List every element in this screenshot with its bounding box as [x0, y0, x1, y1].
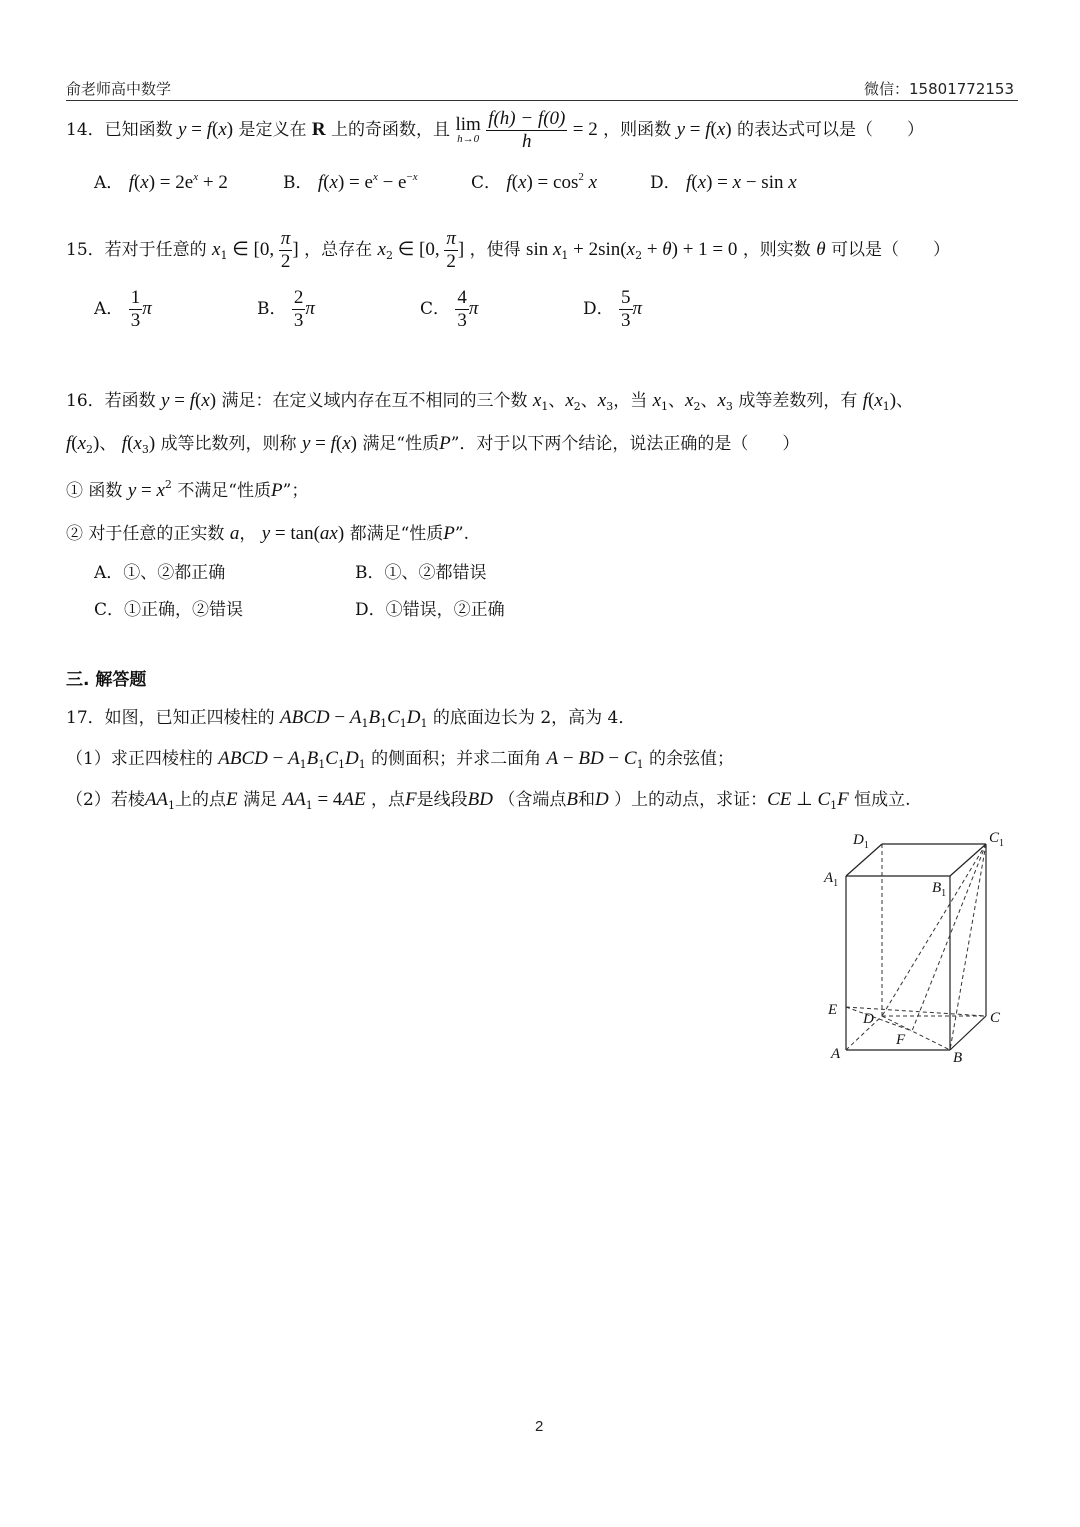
label-F: F [896, 1032, 906, 1048]
header-rule [66, 100, 1018, 101]
label-A1: $A_1$ [824, 870, 839, 889]
prism-figure [815, 822, 1015, 1072]
q15-option-d: D． $\frac{5}{3}$ π [583, 287, 643, 331]
header-left: 俞老师高中数学 [66, 80, 172, 98]
q14-stem: 14．已知函数 y = f(x) 是定义在 R 上的奇函数，且 lim h→0 $\frac{f(h) - f(0)}{h}$ = 2 ，则函数 y = f(x) 的表达式可以是（ ） [66, 108, 924, 152]
q17-line-3: （2）若棱$AA_1$上的点E 满足 $AA_1 = 4AE$ ，点F是线段BD （含端点B和D ）上的动点，求证：CE ⊥ $C_1F$ 恒成立. [66, 789, 911, 812]
q16-claim-2: ② 对于任意的正实数 a， y = tan(ax) 都满足“性质P”. [66, 523, 470, 544]
q15-number: 15．若对于任意的 [66, 239, 207, 260]
label-C1: $C_1$ [989, 830, 1005, 849]
q17-line-2: （1）求正四棱柱的 ABCD − $A_1B_1C_1D_1$ 的侧面积；并求二面角 A − BD − $C_1$ 的余弦值； [66, 748, 734, 771]
label-A: A [831, 1046, 841, 1062]
q15-option-b: B． $\frac{2}{3}$ π [257, 287, 315, 331]
q16-option-d: D．①错误，②正确 [355, 600, 505, 620]
label-B1: $B_1$ [932, 880, 947, 899]
label-D: D [863, 1011, 874, 1027]
q16-claim-1: ① 函数 $y = x^2$ 不满足“性质P”； [66, 478, 309, 501]
q16-option-a: A．①、②都正确 [94, 563, 226, 583]
q15-stem: 15．若对于任意的 $x_1$ ∈ [0, $\frac{\pi}{2}$ ] ，总存在 $x_2$ ∈ [0, $\frac{\pi}{2}$ ] ，使得 $\sin x_1 + 2\sin(x_2 + \theta) + 1 = 0$ ，则实数 θ 可以是（ ） [66, 228, 950, 272]
q14-option-a: A． $f(x) = 2e^x + 2$ [94, 171, 228, 193]
header-right: 微信：15801772153 [864, 80, 1014, 98]
q14-option-c: C． $f(x) = \cos^2 x$ [471, 171, 598, 193]
q16-option-b: B．①、②都错误 [355, 563, 487, 583]
q16-option-c: C．①正确，②错误 [94, 600, 244, 620]
section-title: 三. 解答题 [66, 670, 147, 690]
label-D1: $D_1$ [853, 832, 869, 851]
q15-option-c: C． $\frac{4}{3}$ π [420, 287, 479, 331]
q15-option-a: A． $\frac{1}{3}$ π [94, 287, 152, 331]
q17-line-1: 17．如图，已知正四棱柱的 ABCD − $A_1B_1C_1D_1$ 的底面边长为 2，高为 4． [66, 707, 636, 730]
page-number: 2 [535, 1418, 544, 1435]
label-C: C [990, 1010, 1001, 1026]
q16-line-1: 16．若函数 y = f(x) 满足：在定义域内存在互不相同的三个数 $x_1$、$x_2$、$x_3$，当 $x_1$、$x_2$、$x_3$ 成等差数列，有 $f(x_1)$、 [66, 390, 914, 413]
q14-option-d: D． f(x) = x − sin x [650, 172, 797, 193]
q14-number: 14．已知函数 [66, 119, 173, 140]
label-B: B [953, 1050, 963, 1066]
q14-option-b: B． $f(x) = e^x - e^{-x}$ [283, 171, 418, 193]
q16-line-2: $f(x_2)$、 $f(x_3)$ 成等比数列，则称 y = f(x) 满足“性质P”．对于以下两个结论，说法正确的是（ ） [66, 433, 800, 456]
label-E: E [828, 1002, 838, 1018]
